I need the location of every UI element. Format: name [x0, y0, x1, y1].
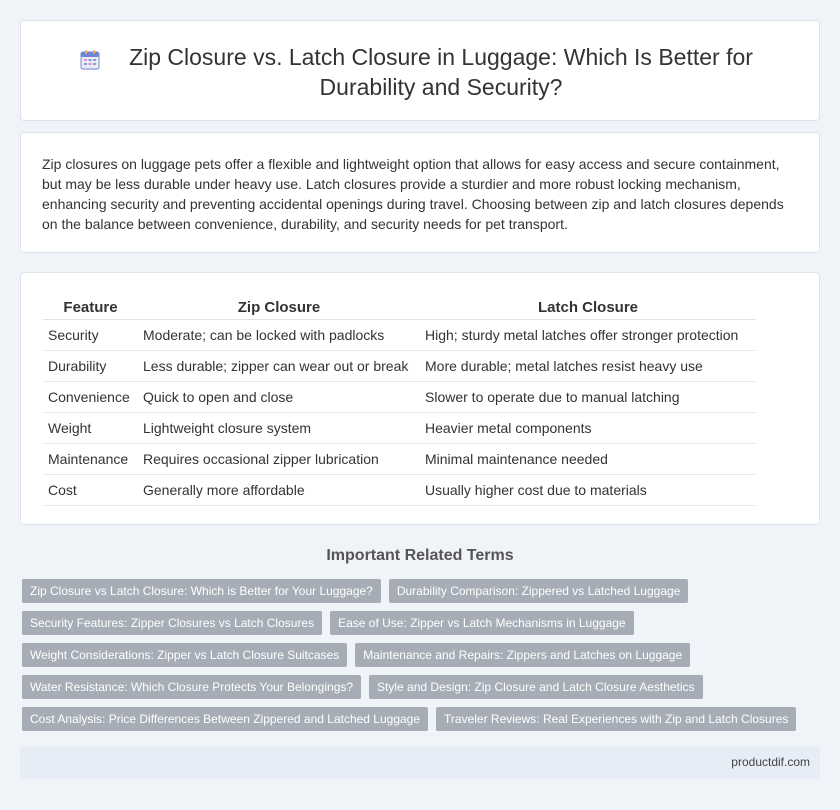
zip-cell: Moderate; can be locked with padlocks: [138, 319, 420, 350]
table-row: [43, 474, 756, 505]
related-tag[interactable]: Durability Comparison: Zippered vs Latched Luggage: [389, 579, 689, 603]
related-tag[interactable]: Style and Design: Zip Closure and Latch Closure Aesthetics: [369, 675, 703, 699]
latch-cell: More durable; metal latches resist heavy use: [420, 350, 756, 381]
title-card: [20, 20, 820, 121]
feature-cell: Durability: [43, 350, 138, 381]
feature-cell: Weight: [43, 412, 138, 443]
related-tag[interactable]: Cost Analysis: Price Differences Between Zippered and Latched Luggage: [22, 707, 428, 731]
header-latch-closure: Latch Closure: [420, 297, 756, 319]
table-row: [43, 381, 756, 412]
table-row: [43, 319, 756, 350]
feature-cell: Maintenance: [43, 443, 138, 474]
latch-cell: Heavier metal components: [420, 412, 756, 443]
zip-cell: Quick to open and close: [138, 381, 420, 412]
zip-cell: Requires occasional zipper lubrication: [138, 443, 420, 474]
feature-cell: Security: [43, 319, 138, 350]
related-tag[interactable]: Ease of Use: Zipper vs Latch Mechanisms in Luggage: [330, 611, 633, 635]
zip-cell: Lightweight closure system: [138, 412, 420, 443]
table-row: [43, 350, 756, 381]
related-tag[interactable]: Maintenance and Repairs: Zippers and Latches on Luggage: [355, 643, 690, 667]
comparison-table: [43, 297, 756, 506]
latch-cell: Minimal maintenance needed: [420, 443, 756, 474]
table-row: [43, 443, 756, 474]
related-tag[interactable]: Zip Closure vs Latch Closure: Which is Better for Your Luggage?: [22, 579, 381, 603]
related-tag[interactable]: Weight Considerations: Zipper vs Latch Closure Suitcases: [22, 643, 347, 667]
zip-cell: Generally more affordable: [138, 474, 420, 505]
latch-cell: Slower to operate due to manual latching: [420, 381, 756, 412]
page-title: Zip Closure vs. Latch Closure in Luggage: Which Is Better for Durability and Security?: [129, 43, 753, 100]
related-tags: [22, 579, 822, 739]
related-tag[interactable]: Traveler Reviews: Real Experiences with Zip and Latch Closures: [436, 707, 796, 731]
table-header-row: [43, 297, 756, 319]
intro-card: [20, 132, 820, 253]
latch-cell: High; sturdy metal latches offer stronger protection: [420, 319, 756, 350]
feature-cell: Cost: [43, 474, 138, 505]
related-tag[interactable]: Security Features: Zipper Closures vs Latch Closures: [22, 611, 322, 635]
header-feature: Feature: [43, 297, 138, 319]
zip-cell: Less durable; zipper can wear out or break: [138, 350, 420, 381]
footer: [20, 746, 820, 779]
comparison-card: [20, 272, 820, 525]
intro-paragraph: Zip closures on luggage pets offer a flexible and lightweight option that allows for easy access and secure containment, but may be less durable under heavy use. Latch closures provide a sturdier and more robust locking mechanism, enhancing security and preventing accidental openings during travel. Choosing between zip and latch closures depends on the balance between convenience, durability, and security needs for pet transport.: [42, 156, 784, 232]
latch-cell: Usually higher cost due to materials: [420, 474, 756, 505]
header-zip-closure: Zip Closure: [138, 297, 420, 319]
footer-site-name[interactable]: productdif.com: [731, 755, 810, 769]
table-row: [43, 412, 756, 443]
related-tag[interactable]: Water Resistance: Which Closure Protects Your Belongings?: [22, 675, 361, 699]
related-terms-heading: Important Related Terms: [326, 547, 514, 564]
feature-cell: Convenience: [43, 381, 138, 412]
